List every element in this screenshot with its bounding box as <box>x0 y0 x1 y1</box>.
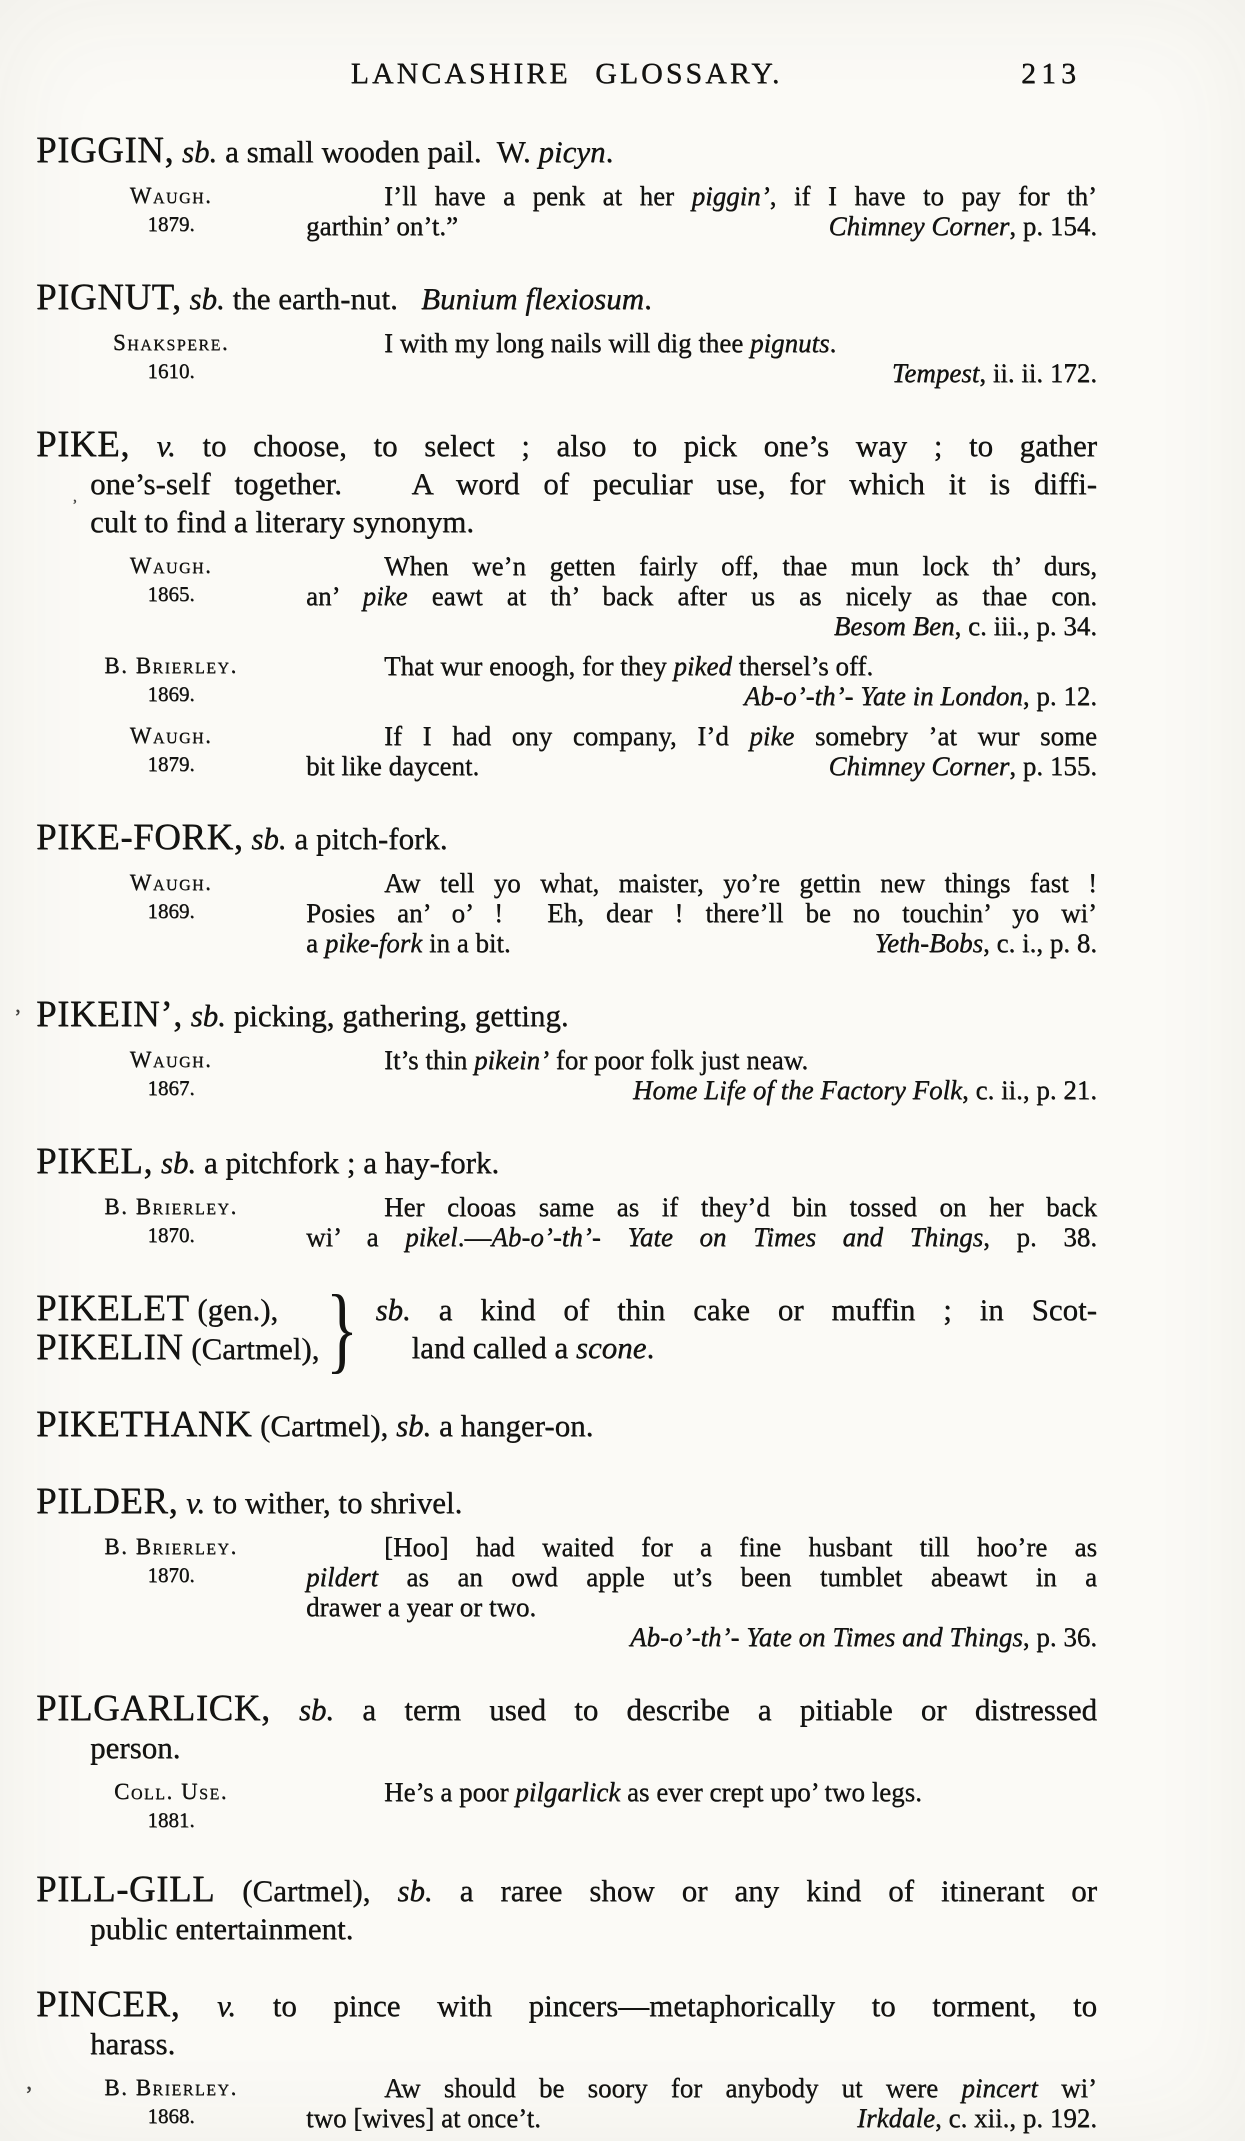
quote-source: Irkdale, c. xii., p. 192. <box>857 2103 1097 2133</box>
quote-attribution <box>36 1045 306 1105</box>
entry-definition: (Cartmel), sb. a hanger-on. <box>252 1408 594 1443</box>
quote-source: Ab-o’-th’- Yate on Times and Things, p. 36. <box>629 1622 1097 1652</box>
quote-text <box>306 651 1097 711</box>
attribution-name: B. Brierley. <box>104 1194 238 1219</box>
entry-definition: v. to wither, to shrivel. <box>186 1485 463 1520</box>
glossary-entry <box>36 1871 1097 1948</box>
quote-line: If I had ony company, I’d pike somebry ’at wur some <box>384 721 1098 751</box>
quote-text <box>306 181 1097 241</box>
entry-headline <box>36 1871 1097 1910</box>
attribution-name: B. Brierley. <box>104 1534 238 1559</box>
headword: PIGGIN, <box>36 130 175 171</box>
entry-headline <box>36 1483 1097 1522</box>
quote-text <box>306 551 1097 641</box>
quote-line <box>306 211 1097 241</box>
attribution-year: 1867. <box>147 1076 195 1100</box>
attribution-name: Waugh. <box>129 1047 213 1072</box>
attribution-year: 1869. <box>147 899 195 923</box>
definition-line: person. <box>90 1730 181 1765</box>
entry-definition: v. to pince with pincers—metaphorically to torment, to <box>216 1988 1097 2023</box>
quote-attribution <box>36 721 306 781</box>
quote-attribution <box>36 1777 306 1833</box>
quote-text <box>306 1045 1097 1105</box>
headword: PIGNUT, <box>36 277 182 318</box>
glossary-entry <box>36 132 1097 241</box>
quotation-block <box>36 551 1097 641</box>
quote-attribution <box>36 868 306 958</box>
brace-headwords <box>36 1290 319 1368</box>
attribution-year: 1865. <box>147 582 195 606</box>
quotation-block <box>36 1192 1097 1252</box>
attribution-name: B. Brierley. <box>104 653 238 678</box>
definition-line: one’s-self together. A word of peculiar use, for which it is diffi- <box>90 466 1097 501</box>
quote-line: an’ pike eawt at th’ back after us as nicely as thae con. <box>306 581 1097 611</box>
quote-line-text: bit like daycent. <box>306 751 480 781</box>
entry-headline <box>36 1290 319 1329</box>
quote-line: It’s thin pikein’ for poor folk just neaw. <box>384 1045 809 1075</box>
entry-definition: sb. a pitch-fork. <box>251 821 448 856</box>
scan-artifact: , <box>26 2069 32 2095</box>
entry-headline <box>36 819 1097 858</box>
entry-definition: sb. a term used to describe a pitiable or distressed <box>298 1692 1098 1727</box>
quote-line: [Hoo] had waited for a fine husbant till hoo’re as <box>384 1532 1097 1562</box>
glossary-entry <box>36 996 1097 1105</box>
attribution-year: 1881. <box>147 1808 195 1832</box>
quote-line: pildert as an owd apple ut’s been tumblet abeawt in a <box>306 1562 1097 1592</box>
glossary-entry <box>36 1275 1097 1382</box>
quote-attribution <box>36 328 306 388</box>
glossary-entry <box>36 1406 1097 1445</box>
quote-attribution <box>36 1532 306 1652</box>
quote-line-text: two [wives] at once’t. <box>306 2103 541 2133</box>
quote-attribution <box>36 651 306 711</box>
glossary-entry <box>36 1690 1097 1833</box>
quotation-block <box>36 2073 1097 2133</box>
attribution-year: 1610. <box>147 359 195 383</box>
quote-line <box>306 2103 1097 2133</box>
quote-text <box>306 1777 1097 1833</box>
quote-line: Her clooas same as if they’d bin tossed on her back <box>384 1192 1097 1222</box>
scan-artifact: ’ <box>72 497 78 514</box>
quote-attribution <box>36 1192 306 1252</box>
attribution-year: 1870. <box>147 1563 195 1587</box>
headword: PIKELIN <box>36 1327 184 1368</box>
entry-headline <box>36 1143 1097 1182</box>
quote-line: He’s a poor pilgarlick as ever crept upo’ two legs. <box>384 1777 922 1807</box>
entry-headline <box>36 1329 319 1368</box>
quote-line: drawer a year or two. <box>306 1592 537 1622</box>
entry-definition <box>375 1291 1097 1367</box>
quote-source: Chimney Corner, p. 155. <box>828 751 1097 781</box>
quote-line: I’ll have a penk at her piggin’, if I have to pay for th’ <box>384 181 1097 211</box>
quote-text <box>306 868 1097 958</box>
attribution-year: 1879. <box>147 752 195 776</box>
quote-line <box>306 928 1097 958</box>
entry-definition: sb. the earth-nut. Bunium flexiosum. <box>189 281 652 316</box>
headword: PIKE, <box>36 424 130 465</box>
glossary-entries <box>36 132 1097 2133</box>
quotation-block <box>36 1045 1097 1105</box>
quotation-block <box>36 721 1097 781</box>
quote-line: Aw should be soory for anybody ut were pincert wi’ <box>384 2073 1097 2103</box>
headword: PIKE-FORK, <box>36 817 244 858</box>
quote-line: Posies an’ o’ ! Eh, dear ! there’ll be no touchin’ yo wi’ <box>306 898 1097 928</box>
headword: PIKEIN’, <box>36 994 183 1035</box>
quote-line: When we’n getten fairly off, thae mun lock th’ durs, <box>384 551 1097 581</box>
attribution-year: 1869. <box>147 682 195 706</box>
quote-text <box>306 721 1097 781</box>
definition-line: sb. a kind of thin cake or muffin ; in Scot- <box>375 1292 1097 1327</box>
quotation-block <box>36 868 1097 958</box>
definition-line: public entertainment. <box>90 1911 354 1946</box>
quote-line <box>306 751 1097 781</box>
attribution-name: Shakspere. <box>112 330 230 355</box>
quote-line-text: garthin’ on’t.” <box>306 211 458 241</box>
quote-line: That wur enoogh, for they piked thersel’s off. <box>384 651 874 681</box>
attribution-name: Waugh. <box>129 553 213 578</box>
attribution-name: B. Brierley. <box>104 2075 238 2100</box>
quotation-block <box>36 1777 1097 1833</box>
quote-source: Home Life of the Factory Folk, c. ii., p. 21. <box>632 1075 1097 1105</box>
headword-qualifier: (Cartmel), <box>183 1331 320 1366</box>
quote-line-text: a pike-fork in a bit. <box>306 928 511 958</box>
quote-source: Ab-o’-th’- Yate in London, p. 12. <box>744 681 1097 711</box>
entry-definition: sb. a small wooden pail. W. picyn. <box>181 134 614 169</box>
quote-line: wi’ a pikel.—Ab-o’-th’- Yate on Times and Things, p. 38. <box>306 1222 1098 1252</box>
quote-attribution <box>36 551 306 641</box>
definition-line: cult to find a literary synonym. <box>90 504 474 539</box>
glossary-entry <box>36 1483 1097 1652</box>
quotation-block <box>36 651 1097 711</box>
quotation-block <box>36 181 1097 241</box>
headword: PILGARLICK, <box>36 1688 271 1729</box>
quote-text <box>306 328 1097 388</box>
quote-attribution <box>36 2073 306 2133</box>
quote-line: Aw tell yo what, maister, yo’re gettin new things fast ! <box>384 868 1097 898</box>
attribution-name: Waugh. <box>129 723 213 748</box>
entry-headline <box>36 426 1097 465</box>
entry-definition: v. to choose, to select ; also to pick one’s way ; to gather <box>156 428 1097 463</box>
quote-source: Tempest, ii. ii. 172. <box>891 358 1097 388</box>
page-number: 213 <box>1021 57 1081 90</box>
attribution-name: Coll. Use. <box>114 1779 228 1804</box>
definition-line: land called a scone. <box>411 1330 655 1365</box>
running-title: LANCASHIRE GLOSSARY. <box>350 57 783 90</box>
attribution-year: 1868. <box>147 2104 195 2128</box>
entry-headline <box>36 279 1097 318</box>
attribution-name: Waugh. <box>129 183 213 208</box>
headword: PIKELET <box>36 1288 190 1329</box>
quote-source: Yeth-Bobs, c. i., p. 8. <box>874 928 1097 958</box>
glossary-entry <box>36 426 1097 781</box>
headword-qualifier: (gen.), <box>189 1292 279 1327</box>
glossary-entry <box>36 1143 1097 1252</box>
glossary-entry <box>36 1986 1097 2133</box>
quote-source: Chimney Corner, p. 154. <box>828 211 1097 241</box>
entry-definition: sb. picking, gathering, getting. <box>190 998 569 1033</box>
headword: PILL-GILL <box>36 1869 216 1910</box>
page-header <box>36 54 1097 94</box>
brace-glyph: } <box>326 1275 359 1382</box>
scan-artifact: ‚ <box>14 992 22 1017</box>
entry-headline <box>36 132 1097 171</box>
headword: PIKETHANK <box>36 1404 253 1445</box>
quote-text <box>306 1532 1097 1652</box>
quote-attribution <box>36 181 306 241</box>
headword: PINCER, <box>36 1984 181 2025</box>
headword: PILDER, <box>36 1481 179 1522</box>
quote-line: I with my long nails will dig thee pignuts. <box>384 328 837 358</box>
attribution-name: Waugh. <box>129 870 213 895</box>
quote-text <box>306 2073 1097 2133</box>
quote-text <box>306 1192 1097 1252</box>
quotation-block <box>36 1532 1097 1652</box>
quotation-block <box>36 328 1097 388</box>
entry-headline <box>36 1690 1097 1729</box>
entry-definition: (Cartmel), sb. a raree show or any kind of itinerant or <box>215 1873 1097 1908</box>
attribution-year: 1879. <box>147 212 195 236</box>
glossary-entry <box>36 819 1097 958</box>
definition-line: harass. <box>90 2026 176 2061</box>
entry-headline <box>36 996 1097 1035</box>
headword: PIKEL, <box>36 1141 154 1182</box>
attribution-year: 1870. <box>147 1223 195 1247</box>
glossary-entry <box>36 279 1097 388</box>
entry-definition: sb. a pitchfork ; a hay-fork. <box>160 1145 500 1180</box>
entry-headline <box>36 1406 1097 1445</box>
entry-headline <box>36 1986 1097 2025</box>
quote-source: Besom Ben, c. iii., p. 34. <box>833 611 1097 641</box>
